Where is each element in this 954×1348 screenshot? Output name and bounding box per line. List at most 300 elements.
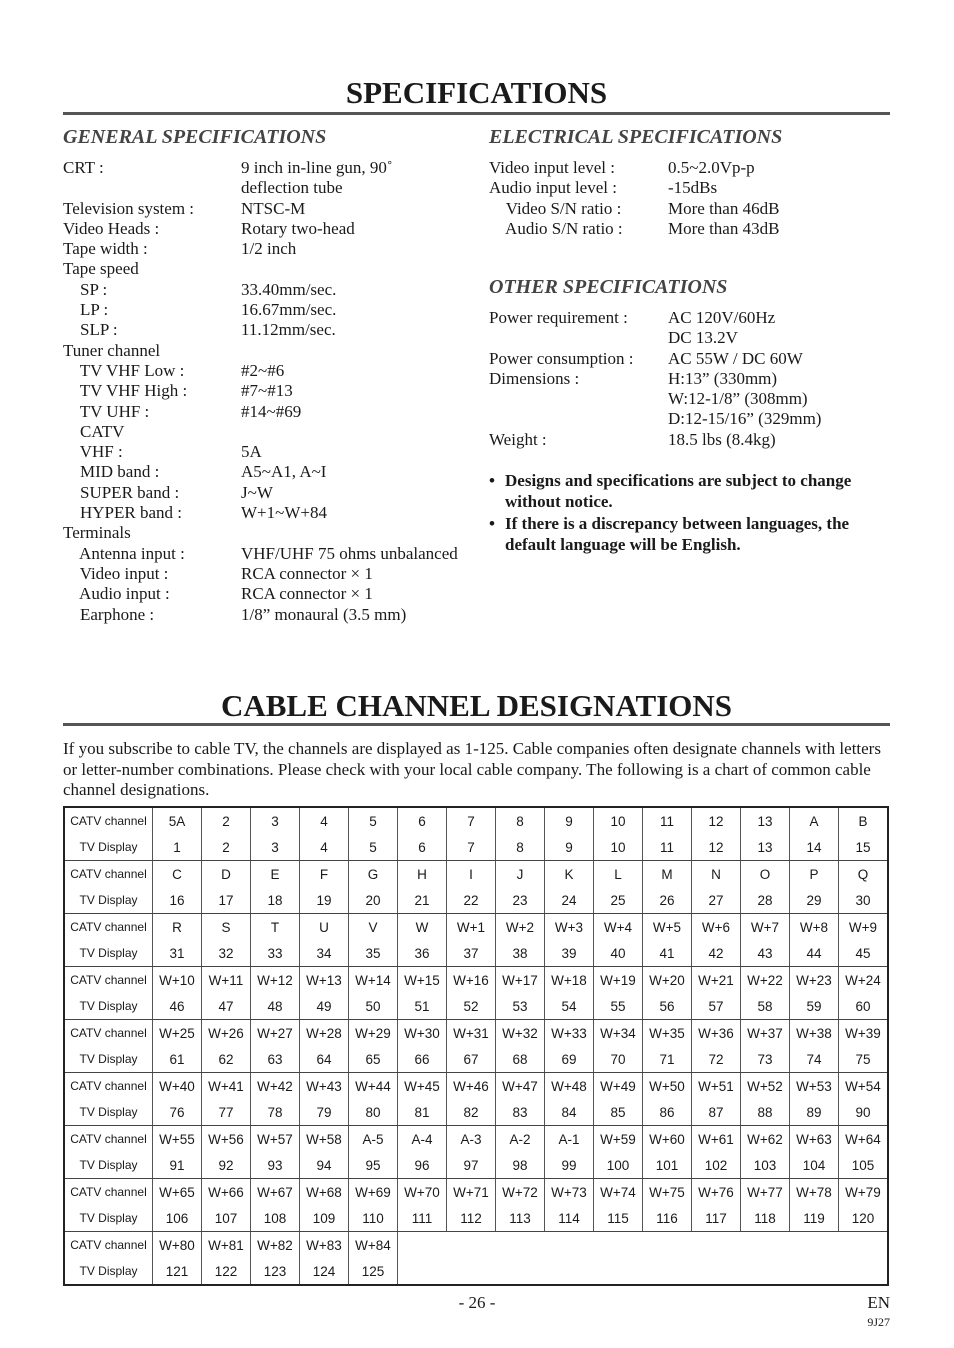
catv-channel-cell: W+20: [643, 967, 692, 994]
catv-channel-cell: 13: [741, 807, 790, 834]
tv-display-row: [64, 887, 888, 914]
spec-label: Video Heads :: [63, 218, 160, 238]
catv-channel-cell: I: [447, 861, 496, 888]
catv-channel-cell: G: [349, 861, 398, 888]
catv-channel-row: [64, 1232, 888, 1259]
spec-label: Audio input level :: [489, 178, 617, 198]
tv-display-cell: 118: [741, 1205, 790, 1232]
spec-value: AC 55W / DC 60W: [668, 348, 803, 368]
spec-row: [489, 349, 894, 369]
spec-label: Audio input :: [63, 584, 170, 604]
catv-channel-cell: W+11: [202, 967, 251, 994]
catv-channel-cell: W+64: [839, 1126, 889, 1153]
spec-label: [489, 409, 668, 429]
tv-display-cell: 100: [594, 1152, 643, 1179]
tv-display-cell: 50: [349, 993, 398, 1020]
catv-channel-cell: W+83: [300, 1232, 349, 1259]
catv-channel-row: [64, 914, 888, 941]
spec-label: SP :: [63, 279, 108, 299]
tv-display-row: [64, 1099, 888, 1126]
spec-value: W+1~W+84: [241, 503, 327, 523]
catv-channel-cell: W+50: [643, 1073, 692, 1100]
tv-display-cell: 67: [447, 1046, 496, 1073]
tv-display-cell: 62: [202, 1046, 251, 1073]
catv-channel-cell: W+63: [790, 1126, 839, 1153]
spec-label: [489, 328, 668, 348]
tv-display-header: TV Display: [64, 1205, 153, 1232]
catv-channel-cell: 7: [447, 807, 496, 834]
catv-channel-cell: W+29: [349, 1020, 398, 1047]
catv-channel-cell: W+72: [496, 1179, 545, 1206]
catv-channel-cell: W+49: [594, 1073, 643, 1100]
catv-channel-cell: W+71: [447, 1179, 496, 1206]
tv-display-cell: 71: [643, 1046, 692, 1073]
tv-display-cell: 9: [545, 834, 594, 861]
tv-display-cell: 121: [153, 1258, 202, 1285]
catv-channel-cell: L: [594, 861, 643, 888]
spec-row: [63, 422, 458, 442]
tv-display-cell: 110: [349, 1205, 398, 1232]
tv-display-cell: 41: [643, 940, 692, 967]
spec-label: Antenna input :: [63, 543, 185, 563]
tv-display-cell: 6: [398, 834, 447, 861]
spec-row: [63, 361, 458, 381]
tv-display-cell: 89: [790, 1099, 839, 1126]
catv-channel-cell: 11: [643, 807, 692, 834]
page-number: - 26 -: [458, 1293, 496, 1312]
catv-channel-header: CATV channel: [70, 1079, 147, 1093]
tv-display-cell: 96: [398, 1152, 447, 1179]
catv-channel-cell: O: [741, 861, 790, 888]
spec-value: VHF/UHF 75 ohms unbalanced: [241, 543, 458, 563]
spec-label: TV VHF High :: [63, 381, 188, 401]
tv-display-cell: 3: [251, 834, 300, 861]
tv-display-cell: 70: [594, 1046, 643, 1073]
tv-display-cell: 49: [300, 993, 349, 1020]
tv-display-cell: 123: [251, 1258, 300, 1285]
catv-channel-cell: W: [398, 914, 447, 941]
tv-display-cell: 116: [643, 1205, 692, 1232]
spec-row: [63, 483, 458, 503]
empty-cell: [398, 1232, 889, 1286]
spec-value: W:12-1/8” (308mm): [668, 389, 808, 409]
spec-row: [63, 442, 458, 462]
tv-display-cell: 18: [251, 887, 300, 914]
spec-row: [489, 369, 894, 389]
catv-channel-cell: W+12: [251, 967, 300, 994]
spec-value: RCA connector × 1: [241, 563, 373, 583]
tv-display-cell: 103: [741, 1152, 790, 1179]
catv-channel-cell: W+81: [202, 1232, 251, 1259]
tv-display-header: TV Display: [64, 1152, 153, 1179]
spec-value: A5~A1, A~I: [241, 462, 327, 482]
catv-channel-cell: W+61: [692, 1126, 741, 1153]
catv-channel-cell: W+46: [447, 1073, 496, 1100]
other-specifications-heading: OTHER SPECIFICATIONS: [489, 276, 728, 298]
tv-display-cell: 15: [839, 834, 889, 861]
tv-display-cell: 66: [398, 1046, 447, 1073]
tv-display-cell: 48: [251, 993, 300, 1020]
catv-channel-cell: 3: [251, 807, 300, 834]
tv-display-cell: 88: [741, 1099, 790, 1126]
tv-display-cell: 75: [839, 1046, 889, 1073]
tv-display-cell: 119: [790, 1205, 839, 1232]
catv-channel-cell: W+37: [741, 1020, 790, 1047]
tv-display-cell: 14: [790, 834, 839, 861]
catv-channel-cell: W+52: [741, 1073, 790, 1100]
tv-display-cell: 98: [496, 1152, 545, 1179]
catv-channel-cell: W+75: [643, 1179, 692, 1206]
spec-value: 33.40mm/sec.: [241, 279, 337, 299]
spec-row: [63, 381, 458, 401]
tv-display-cell: 13: [741, 834, 790, 861]
catv-channel-cell: W+28: [300, 1020, 349, 1047]
spec-value: RCA connector × 1: [241, 584, 373, 604]
tv-display-cell: 7: [447, 834, 496, 861]
electrical-specifications-heading: ELECTRICAL SPECIFICATIONS: [489, 126, 783, 148]
tv-display-cell: 27: [692, 887, 741, 914]
catv-channel-cell: W+10: [153, 967, 202, 994]
catv-channel-cell: W+47: [496, 1073, 545, 1100]
tv-display-cell: 17: [202, 887, 251, 914]
spec-row: [63, 503, 458, 523]
spec-value: J~W: [241, 482, 273, 502]
tv-display-row: [64, 1152, 888, 1179]
catv-channel-cell: J: [496, 861, 545, 888]
specifications-title: SPECIFICATIONS: [345, 75, 608, 110]
catv-channel-cell: W+15: [398, 967, 447, 994]
catv-channel-row: [64, 1073, 888, 1100]
spec-row: [63, 584, 458, 604]
catv-channel-header: CATV channel: [70, 867, 147, 881]
catv-channel-cell: 8: [496, 807, 545, 834]
catv-channel-cell: 5: [349, 807, 398, 834]
catv-channel-header: CATV channel: [70, 814, 147, 828]
tv-display-cell: 31: [153, 940, 202, 967]
tv-display-cell: 117: [692, 1205, 741, 1232]
catv-channel-cell: A-2: [496, 1126, 545, 1153]
catv-channel-cell: C: [153, 861, 202, 888]
tv-display-cell: 43: [741, 940, 790, 967]
spec-value: DC 13.2V: [668, 328, 738, 348]
spec-value: NTSC-M: [241, 198, 306, 218]
tv-display-cell: 72: [692, 1046, 741, 1073]
tv-display-cell: 42: [692, 940, 741, 967]
tv-display-cell: 81: [398, 1099, 447, 1126]
spec-row: [63, 320, 458, 340]
tv-display-cell: 114: [545, 1205, 594, 1232]
spec-value: #2~#6: [241, 360, 285, 380]
tv-display-cell: 35: [349, 940, 398, 967]
notes-list: [489, 471, 894, 557]
tv-display-cell: 111: [398, 1205, 447, 1232]
catv-channel-cell: W+43: [300, 1073, 349, 1100]
catv-channel-cell: W+55: [153, 1126, 202, 1153]
spec-value: 0.5~2.0Vp-p: [668, 158, 755, 177]
spec-value: #7~#13: [241, 381, 293, 401]
spec-label: Video input level :: [489, 158, 615, 177]
catv-channel-cell: 5A: [153, 807, 202, 834]
tv-display-cell: 58: [741, 993, 790, 1020]
catv-channel-cell: W+9: [839, 914, 889, 941]
tv-display-cell: 120: [839, 1205, 889, 1232]
spec-value: AC 120V/60Hz: [668, 308, 776, 327]
spec-row: [63, 564, 458, 584]
catv-channel-cell: W+27: [251, 1020, 300, 1047]
catv-channel-cell: W+23: [790, 967, 839, 994]
tv-display-cell: 95: [349, 1152, 398, 1179]
title-rule: [63, 112, 890, 115]
tv-display-cell: 85: [594, 1099, 643, 1126]
catv-channel-cell: 4: [300, 807, 349, 834]
tv-display-cell: 79: [300, 1099, 349, 1126]
tv-display-cell: 59: [790, 993, 839, 1020]
spec-value: [241, 523, 458, 543]
spec-row: [489, 328, 894, 348]
catv-channel-cell: F: [300, 861, 349, 888]
tv-display-cell: 113: [496, 1205, 545, 1232]
tv-display-cell: 112: [447, 1205, 496, 1232]
spec-value: [241, 422, 458, 442]
tv-display-cell: 102: [692, 1152, 741, 1179]
spec-label: Tape speed: [63, 259, 139, 279]
catv-channel-cell: W+30: [398, 1020, 447, 1047]
spec-row: [63, 544, 458, 564]
tv-display-cell: 20: [349, 887, 398, 914]
tv-display-cell: 92: [202, 1152, 251, 1179]
spec-label: [489, 389, 668, 409]
catv-channel-header: CATV channel: [70, 1238, 147, 1252]
catv-channel-cell: B: [839, 807, 889, 834]
document-code: 9J27: [867, 1315, 890, 1329]
spec-row: [63, 402, 458, 422]
catv-channel-cell: W+18: [545, 967, 594, 994]
catv-channel-cell: W+3: [545, 914, 594, 941]
catv-channel-cell: W+38: [790, 1020, 839, 1047]
tv-display-cell: 2: [202, 834, 251, 861]
catv-channel-cell: W+58: [300, 1126, 349, 1153]
catv-channel-cell: W+69: [349, 1179, 398, 1206]
spec-value: -15dBs: [668, 178, 718, 198]
tv-display-cell: 83: [496, 1099, 545, 1126]
spec-row: [489, 409, 894, 429]
spec-value: H:13” (330mm): [668, 368, 778, 388]
catv-channel-cell: A-5: [349, 1126, 398, 1153]
catv-channel-cell: W+25: [153, 1020, 202, 1047]
tv-display-cell: 107: [202, 1205, 251, 1232]
tv-display-cell: 74: [790, 1046, 839, 1073]
tv-display-cell: 78: [251, 1099, 300, 1126]
catv-channel-cell: W+57: [251, 1126, 300, 1153]
tv-display-cell: 32: [202, 940, 251, 967]
tv-display-cell: 73: [741, 1046, 790, 1073]
cable-channel-title: CABLE CHANNEL DESIGNATIONS: [220, 688, 733, 723]
tv-display-cell: 68: [496, 1046, 545, 1073]
catv-channel-cell: W+70: [398, 1179, 447, 1206]
catv-channel-cell: A: [790, 807, 839, 834]
spec-label: Power requirement :: [489, 308, 628, 327]
spec-value: 1/8” monaural (3.5 mm): [241, 604, 407, 624]
tv-display-cell: 105: [839, 1152, 889, 1179]
catv-channel-cell: U: [300, 914, 349, 941]
spec-label: Power consumption :: [489, 348, 634, 368]
tv-display-cell: 34: [300, 940, 349, 967]
tv-display-cell: 11: [643, 834, 692, 861]
catv-channel-cell: E: [251, 861, 300, 888]
tv-display-cell: 56: [643, 993, 692, 1020]
spec-label: CRT :: [63, 158, 104, 177]
tv-display-cell: 45: [839, 940, 889, 967]
catv-channel-header: CATV channel: [70, 973, 147, 987]
catv-channel-cell: W+1: [447, 914, 496, 941]
tv-display-cell: 16: [153, 887, 202, 914]
tv-display-cell: 86: [643, 1099, 692, 1126]
tv-display-cell: 57: [692, 993, 741, 1020]
tv-display-row: [64, 940, 888, 967]
spec-row: [489, 199, 894, 219]
spec-label: Weight :: [489, 429, 547, 449]
cable-title-rule: [63, 723, 890, 726]
tv-display-cell: 1: [153, 834, 202, 861]
tv-display-cell: 26: [643, 887, 692, 914]
catv-channel-cell: S: [202, 914, 251, 941]
spec-row: [63, 300, 458, 320]
tv-display-cell: 52: [447, 993, 496, 1020]
tv-display-cell: 94: [300, 1152, 349, 1179]
spec-row: [489, 308, 894, 328]
cable-channel-table: [63, 806, 889, 1286]
catv-channel-cell: W+51: [692, 1073, 741, 1100]
spec-label: Video input :: [63, 563, 169, 583]
catv-channel-cell: W+33: [545, 1020, 594, 1047]
tv-display-cell: 29: [790, 887, 839, 914]
catv-channel-cell: W+59: [594, 1126, 643, 1153]
catv-channel-cell: W+76: [692, 1179, 741, 1206]
tv-display-cell: 4: [300, 834, 349, 861]
note-item: [489, 514, 894, 555]
spec-label: Video S/N ratio :: [489, 198, 622, 218]
tv-display-header: TV Display: [64, 1046, 153, 1073]
spec-row: [489, 430, 894, 450]
catv-channel-cell: 2: [202, 807, 251, 834]
spec-value: [241, 259, 458, 279]
spec-row: [63, 199, 458, 219]
tv-display-cell: 23: [496, 887, 545, 914]
spec-value: 11.12mm/sec.: [241, 320, 336, 340]
tv-display-cell: 28: [741, 887, 790, 914]
catv-channel-cell: W+16: [447, 967, 496, 994]
spec-label: Tuner channel: [63, 340, 161, 360]
spec-value: [241, 341, 458, 361]
catv-channel-cell: T: [251, 914, 300, 941]
catv-channel-row: [64, 1126, 888, 1153]
bullet-icon: •: [489, 471, 495, 490]
tv-display-cell: 30: [839, 887, 889, 914]
tv-display-header: TV Display: [64, 1258, 153, 1285]
catv-channel-cell: W+7: [741, 914, 790, 941]
catv-channel-cell: W+82: [251, 1232, 300, 1259]
tv-display-cell: 36: [398, 940, 447, 967]
tv-display-row: [64, 1046, 888, 1073]
catv-channel-cell: W+60: [643, 1126, 692, 1153]
catv-channel-row: [64, 967, 888, 994]
catv-channel-cell: W+19: [594, 967, 643, 994]
tv-display-cell: 65: [349, 1046, 398, 1073]
spec-label: TV UHF :: [63, 401, 150, 421]
catv-channel-cell: W+44: [349, 1073, 398, 1100]
catv-channel-cell: W+6: [692, 914, 741, 941]
spec-value: D:12-15/16” (329mm): [668, 409, 822, 429]
catv-channel-cell: W+56: [202, 1126, 251, 1153]
general-specifications-heading: GENERAL SPECIFICATIONS: [63, 126, 327, 148]
tv-display-cell: 76: [153, 1099, 202, 1126]
spec-row: [489, 389, 894, 409]
catv-channel-cell: W+39: [839, 1020, 889, 1047]
tv-display-cell: 106: [153, 1205, 202, 1232]
spec-row: [489, 158, 894, 178]
tv-display-cell: 109: [300, 1205, 349, 1232]
tv-display-cell: 91: [153, 1152, 202, 1179]
catv-channel-cell: W+77: [741, 1179, 790, 1206]
tv-display-cell: 101: [643, 1152, 692, 1179]
catv-channel-cell: W+40: [153, 1073, 202, 1100]
electrical-specifications-list: [489, 158, 894, 239]
catv-channel-cell: K: [545, 861, 594, 888]
spec-label: MID band :: [63, 462, 160, 482]
catv-channel-cell: W+53: [790, 1073, 839, 1100]
catv-channel-cell: P: [790, 861, 839, 888]
catv-channel-header: CATV channel: [70, 1026, 147, 1040]
catv-channel-row: [64, 807, 888, 834]
spec-value: #14~#69: [241, 401, 302, 421]
catv-channel-cell: W+66: [202, 1179, 251, 1206]
tv-display-cell: 5: [349, 834, 398, 861]
tv-display-cell: 69: [545, 1046, 594, 1073]
tv-display-cell: 21: [398, 887, 447, 914]
catv-channel-cell: W+48: [545, 1073, 594, 1100]
language-code: EN: [867, 1293, 890, 1312]
catv-channel-cell: W+4: [594, 914, 643, 941]
catv-channel-cell: W+2: [496, 914, 545, 941]
tv-display-cell: 53: [496, 993, 545, 1020]
tv-display-cell: 33: [251, 940, 300, 967]
catv-channel-cell: D: [202, 861, 251, 888]
catv-channel-row: [64, 1179, 888, 1206]
tv-display-cell: 64: [300, 1046, 349, 1073]
tv-display-cell: 97: [447, 1152, 496, 1179]
spec-label: SLP :: [63, 320, 118, 340]
spec-row: [63, 341, 458, 361]
tv-display-cell: 12: [692, 834, 741, 861]
tv-display-row: [64, 993, 888, 1020]
catv-channel-cell: W+22: [741, 967, 790, 994]
note-text: If there is a discrepancy between languages, the default language will be English.: [505, 514, 850, 554]
catv-channel-cell: W+32: [496, 1020, 545, 1047]
tv-display-cell: 51: [398, 993, 447, 1020]
catv-channel-cell: W+68: [300, 1179, 349, 1206]
spec-value: More than 46dB: [668, 198, 780, 218]
catv-channel-row: [64, 1020, 888, 1047]
tv-display-cell: 25: [594, 887, 643, 914]
tv-display-cell: 125: [349, 1258, 398, 1285]
tv-display-cell: 122: [202, 1258, 251, 1285]
spec-label: Television system :: [63, 198, 195, 218]
catv-channel-header: CATV channel: [70, 1132, 147, 1146]
spec-label: TV VHF Low :: [63, 360, 185, 380]
catv-channel-cell: W+80: [153, 1232, 202, 1259]
tv-display-cell: 24: [545, 887, 594, 914]
catv-channel-row: [64, 861, 888, 888]
